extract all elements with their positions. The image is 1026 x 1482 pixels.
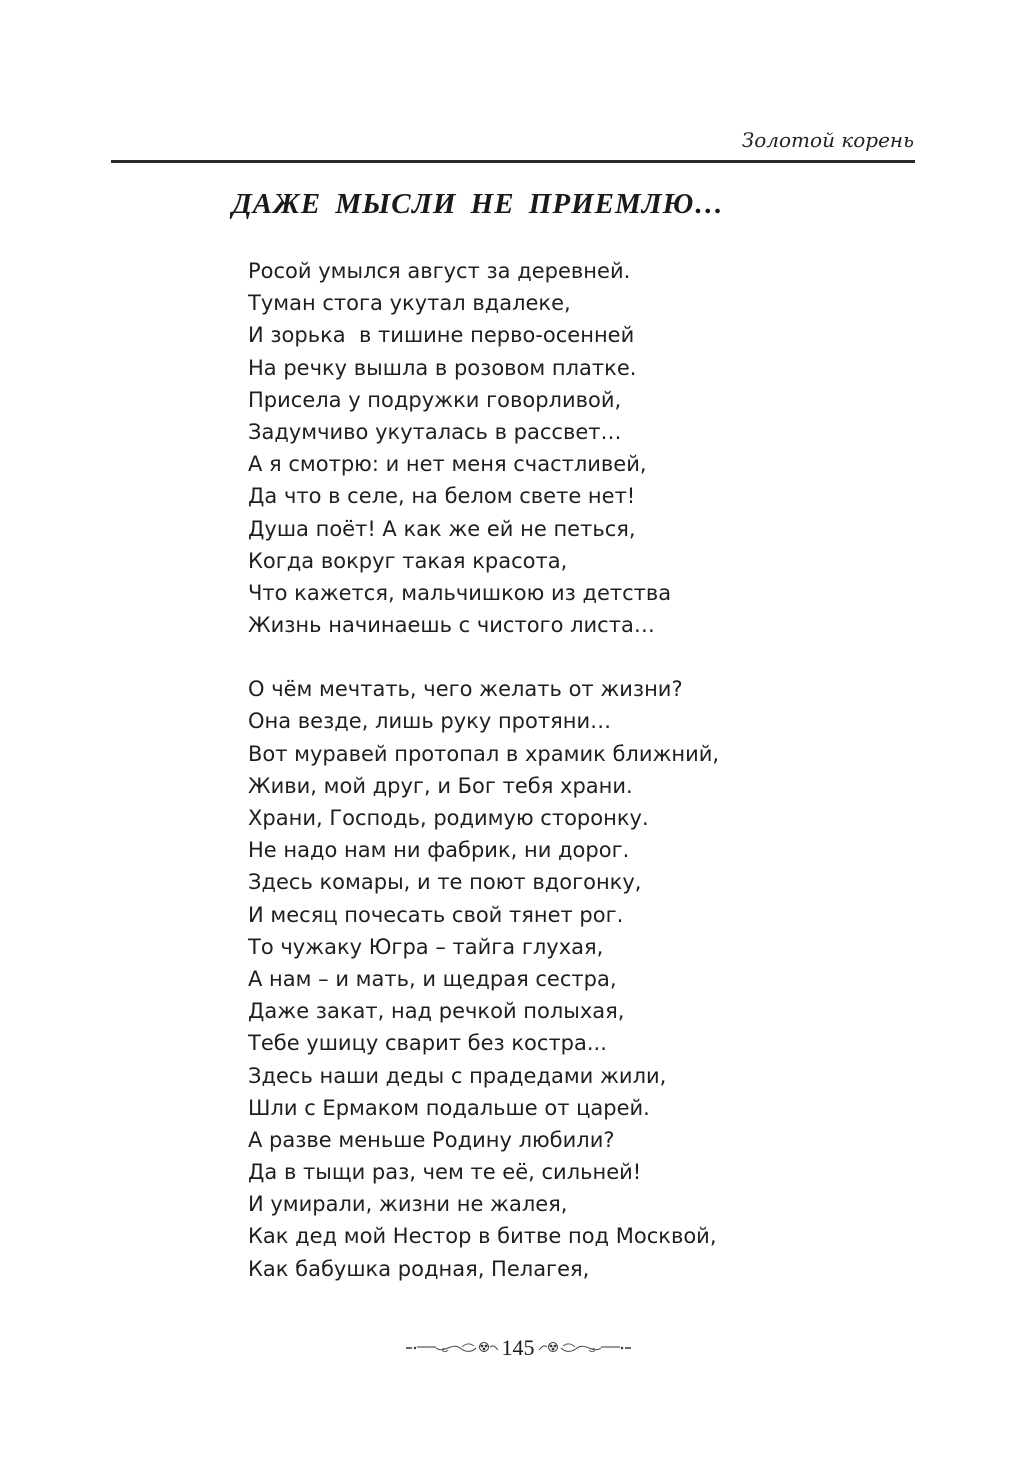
stanza-2 xyxy=(248,673,719,1285)
poem-line: То чужаку Югра – тайга глухая, xyxy=(248,934,604,959)
poem-line: Тебе ушицу сварит без костра... xyxy=(248,1031,607,1056)
poem-line: Жизнь начинаешь с чистого листа… xyxy=(248,613,655,638)
poem-line: Как бабушка родная, Пелагея, xyxy=(248,1256,590,1281)
page-footer xyxy=(403,1336,633,1360)
right-flourish-icon xyxy=(537,1338,633,1358)
poem-line: На речку вышла в розовом платке. xyxy=(248,355,637,380)
poem-line: Да в тыщи раз, чем те её, сильней! xyxy=(248,1160,642,1185)
poem-line: Храни, Господь, родимую сторонку. xyxy=(248,806,649,830)
poem-line: Даже закат, над речкой полыхая, xyxy=(248,999,625,1024)
poem-line: И месяц почесать свой тянет рог. xyxy=(248,902,624,927)
poem-line: И зорька в тишине перво-осенней xyxy=(248,323,635,348)
poem-line: Росой умылся август за деревней. xyxy=(248,259,631,283)
poem-line: О чём мечтать, чего желать от жизни? xyxy=(248,677,683,702)
left-flourish-icon xyxy=(404,1338,500,1358)
poem-line: Когда вокруг такая красота, xyxy=(248,548,568,573)
poem-line: А нам – и мать, и щедрая сестра, xyxy=(248,966,617,991)
poem-line: Туман стога укутал вдалеке, xyxy=(248,291,571,316)
header-rule xyxy=(111,160,915,163)
page-number: 145 xyxy=(501,1335,535,1360)
poem-title: ДАЖЕ МЫСЛИ НЕ ПРИЕМЛЮ… xyxy=(232,188,725,220)
poem-line: Она везде, лишь руку протяни… xyxy=(248,709,612,734)
poem-line: Не надо нам ни фабрик, ни дорог. xyxy=(248,838,630,863)
poem-line: Задумчиво укуталась в рассвет… xyxy=(248,419,622,444)
poem-line: И умирали, жизни не жалея, xyxy=(248,1192,568,1217)
poem-line: Шли с Ермаком подальше от царей. xyxy=(248,1095,650,1120)
poem-line: Живи, мой друг, и Бог тебя храни. xyxy=(248,773,633,798)
poem-line: Здесь наши деды с прадедами жили, xyxy=(248,1063,667,1088)
poem-line: Как дед мой Нестор в битве под Москвой, xyxy=(248,1224,717,1249)
poem-line: Присела у подружки говорливой, xyxy=(248,387,622,412)
poem-line: Душа поёт! А как же ей не петься, xyxy=(248,516,636,541)
poem-line: А я смотрю: и нет меня счастливей, xyxy=(248,452,647,477)
poem-body xyxy=(248,255,719,1285)
poem-line: Вот муравей протопал в храмик ближний, xyxy=(248,741,720,766)
running-head-title: Золотой корень xyxy=(741,128,914,152)
poem-line: Что кажется, мальчишкою из детства xyxy=(248,580,672,605)
stanza-1 xyxy=(248,255,719,641)
poem-line: А разве меньше Родину любили? xyxy=(248,1127,615,1152)
poem-line: Да что в селе, на белом свете нет! xyxy=(248,484,636,509)
poem-line: Здесь комары, и те поют вдогонку, xyxy=(248,870,642,895)
